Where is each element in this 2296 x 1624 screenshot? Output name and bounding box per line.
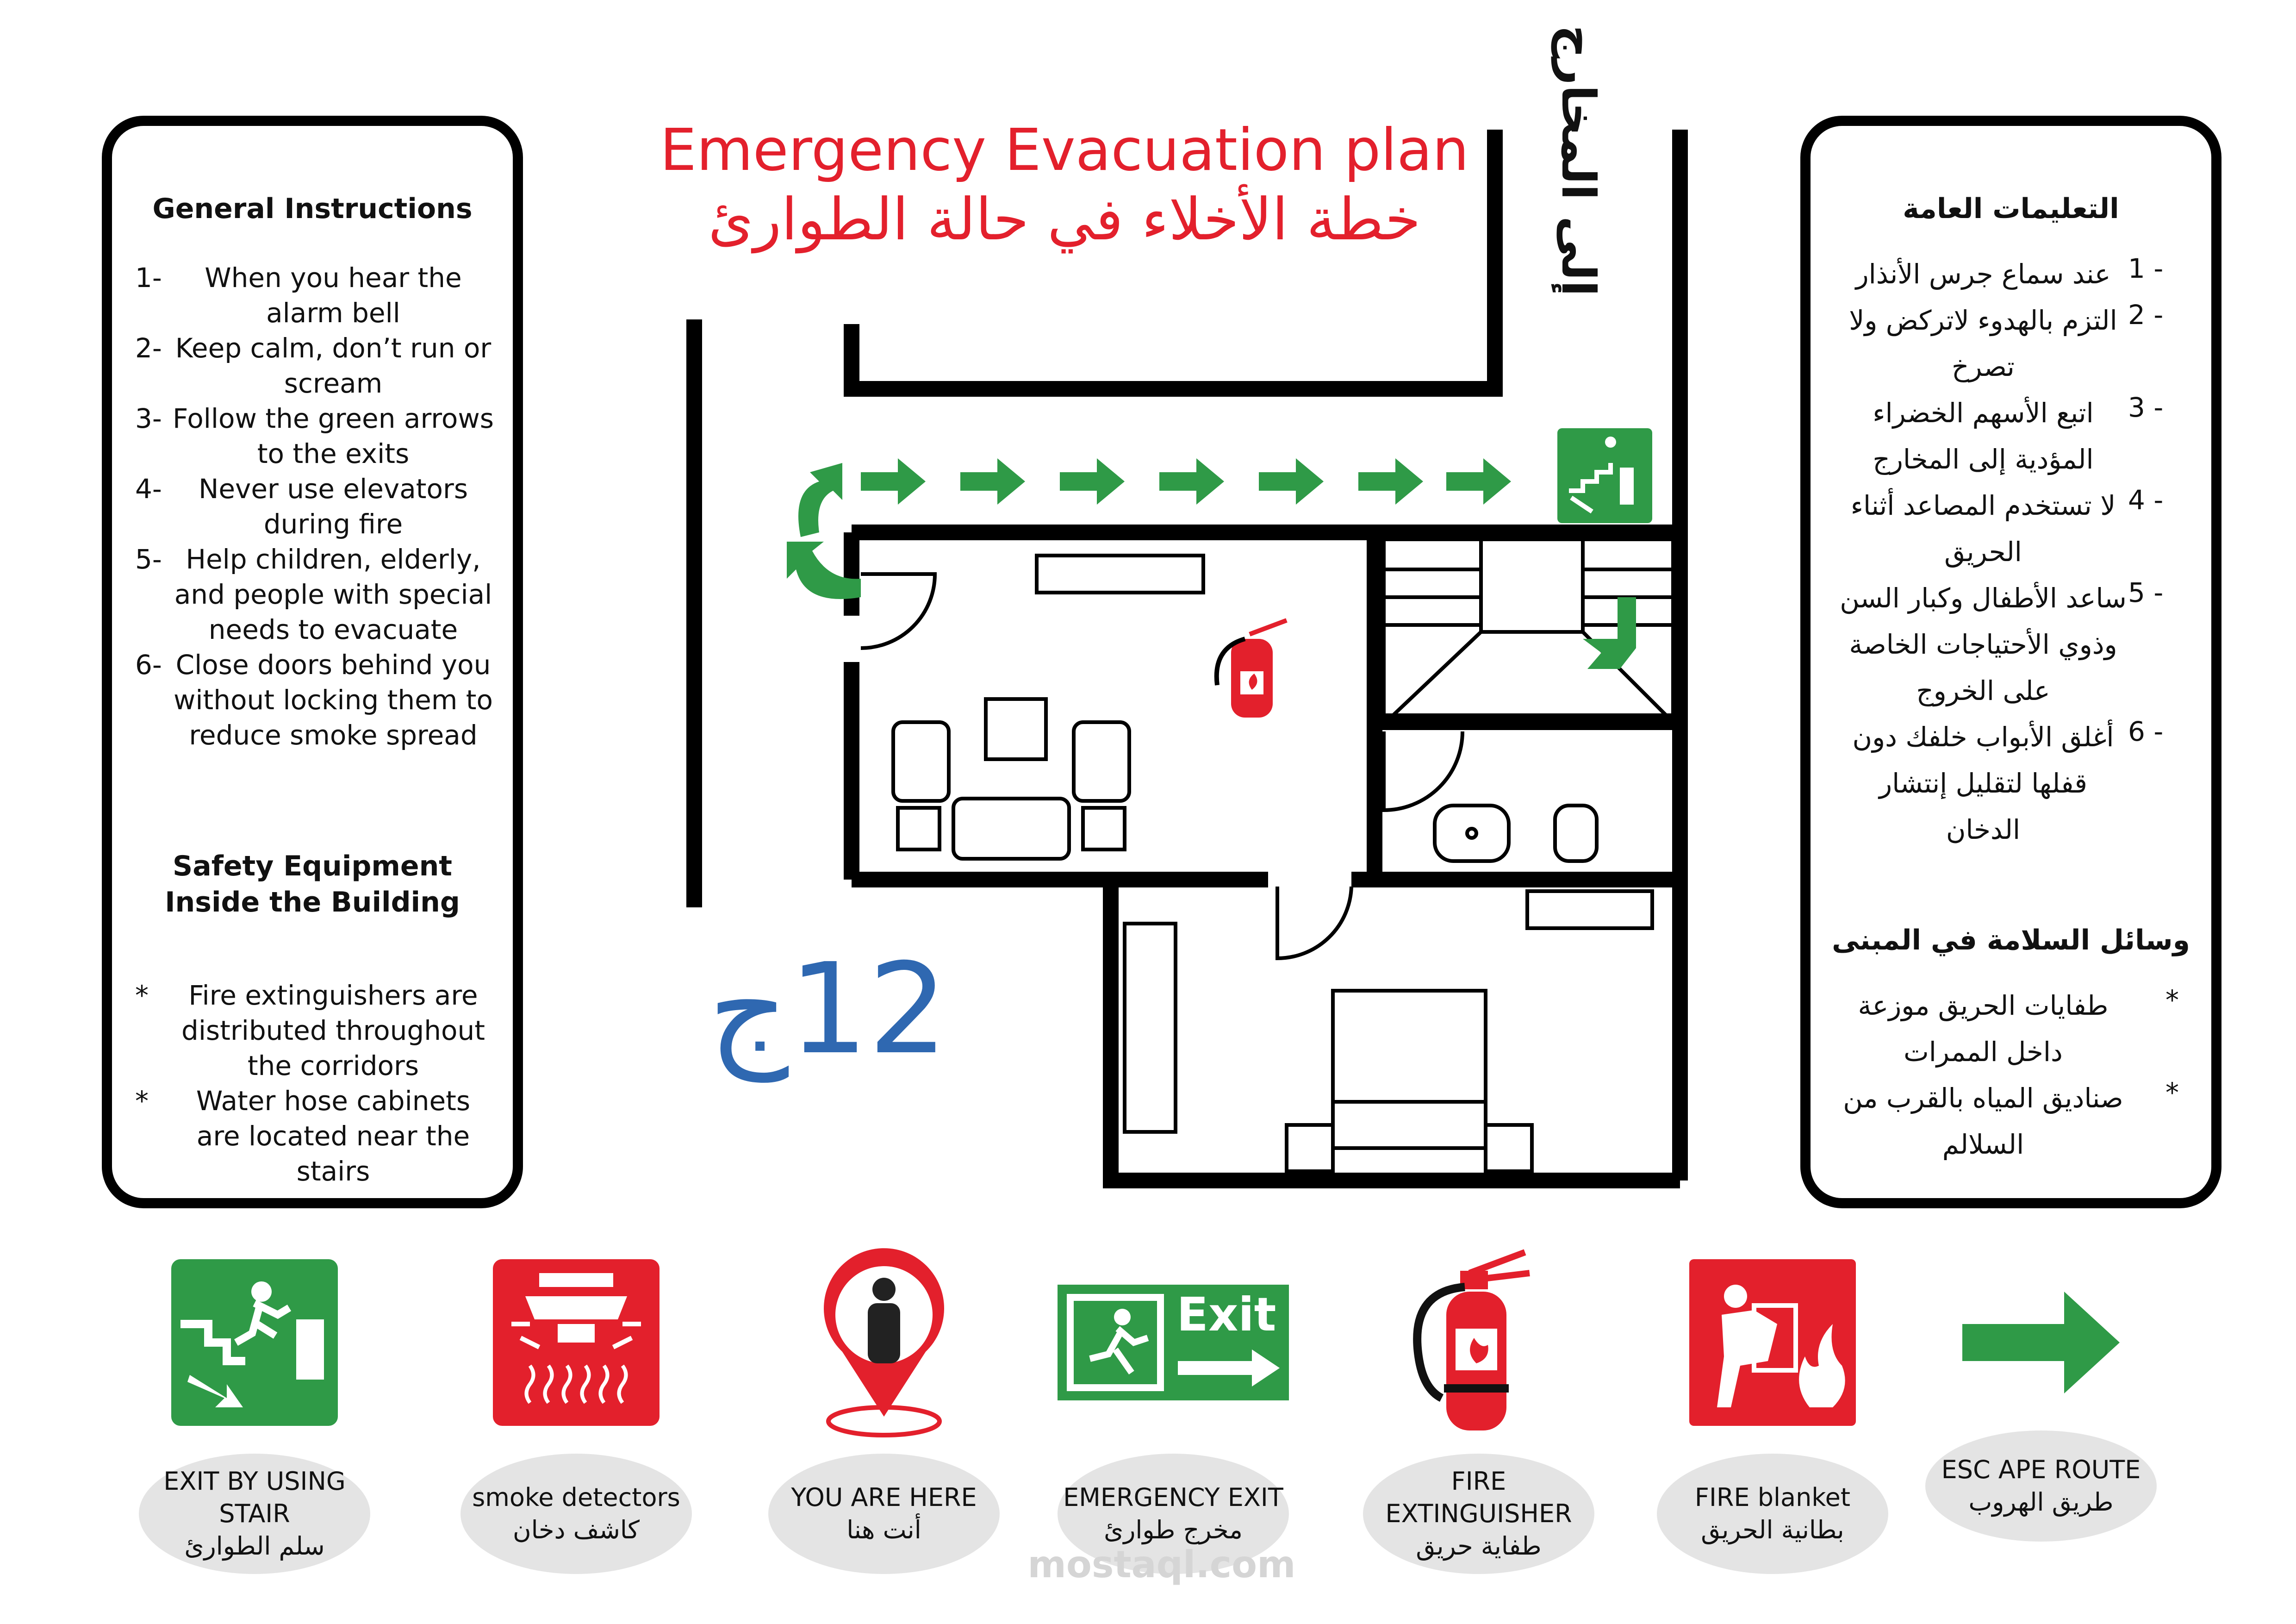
watermark: mostaql.com xyxy=(1027,1543,1296,1586)
instructions-heading-ar: التعليمات العامة xyxy=(1903,193,2119,225)
legend-caption: YOU ARE HERE أنت هنا xyxy=(768,1454,1000,1574)
list-item: 3 - اتبع الأسهم الخضراء المؤدية إلى المخارج xyxy=(1873,392,2164,475)
room-number-label: 12ج xyxy=(708,936,948,1082)
route-arrow xyxy=(1060,458,1125,505)
smoke-detector-icon xyxy=(456,1241,697,1444)
escape-route-arrow-icon xyxy=(1921,1241,2161,1444)
list-item: 3- Follow the green arrows to the exits xyxy=(135,403,494,469)
list-item: * طفايات الحريق موزعة داخل الممرات xyxy=(1858,984,2179,1068)
legend-caption: ESC APE ROUTE طريق الهروب xyxy=(1925,1430,2157,1542)
list-item: 1- When you hear the alarm bell xyxy=(135,262,462,329)
exit-sign-text: Exit xyxy=(1176,1287,1276,1342)
evacuation-arrows xyxy=(787,463,861,599)
legend-fire-blanket xyxy=(1652,1241,1893,1593)
legend-caption: FIRE blanket بطانية الحريق xyxy=(1657,1454,1888,1574)
stair-exit-icon xyxy=(134,1241,375,1444)
emergency-exit-icon xyxy=(1053,1241,1294,1444)
list-item: 2 - التزم بالهدوء لاتركض ولا تصرخ xyxy=(1849,299,2164,382)
list-item: * صناديق المياه بالقرب من السلالم xyxy=(1843,1077,2179,1160)
list-item: 4 - لا تستخدم المصاعد أثناء الحريق xyxy=(1850,484,2164,568)
list-item: 2- Keep calm, don’t run or scream xyxy=(135,332,492,399)
route-arrow xyxy=(861,458,926,505)
list-item: 4- Never use elevators during fire xyxy=(135,473,468,540)
route-arrow xyxy=(1159,458,1224,505)
floor-plan-furniture xyxy=(861,539,1673,1171)
to-exits-label: إلى المخارج xyxy=(1551,25,1605,296)
plan-stair-exit-sign xyxy=(1557,428,1652,523)
legend-caption: EMERGENCY EXIT مخرج طوارئ xyxy=(1058,1454,1289,1574)
plan-extinguisher xyxy=(1217,620,1287,718)
fire-extinguisher-icon xyxy=(1358,1241,1599,1444)
legend-emergency-exit xyxy=(1053,1241,1294,1593)
title-english: Emergency Evacuation plan xyxy=(660,117,1469,184)
route-arrow xyxy=(1259,458,1324,505)
instructions-heading: General Instructions xyxy=(152,193,473,225)
legend-escape-route xyxy=(1921,1241,2161,1593)
list-item: * Water hose cabinets are located near the stairs xyxy=(135,1085,471,1187)
legend-smoke-detector xyxy=(456,1241,697,1593)
safety-heading-ar: وسائل السلامة في المبنى xyxy=(1832,924,2190,956)
route-arrows xyxy=(861,458,1636,669)
legend-caption: smoke detectors كاشف دخان xyxy=(460,1454,692,1574)
you-are-here-icon xyxy=(764,1241,1004,1444)
list-item: 5- Help children, elderly, and people with special needs to evacuate xyxy=(135,543,492,645)
list-item: 1 - عند سماع جرس الأنذار xyxy=(1855,253,2164,290)
list-item: 6- Close doors behind you without locking them to reduce smoke spread xyxy=(135,649,493,751)
legend-stair-exit xyxy=(134,1241,375,1593)
fire-blanket-icon xyxy=(1652,1241,1893,1444)
list-item: 6 - أغلق الأبواب خلفك دون قفلها لتقليل إنتشار الدخان xyxy=(1852,716,2164,845)
route-arrow xyxy=(1583,597,1636,669)
list-item: * Fire extinguishers are distributed throughout the corridors xyxy=(135,980,485,1081)
legend-caption: EXIT BY USING STAIR سلم الطوارئ xyxy=(139,1454,370,1574)
legend-you-are-here xyxy=(764,1241,1004,1593)
list-item: 5 - ساعد الأطفال وكبار السن وذوي الأحتياجات الخاصة على الخروج xyxy=(1840,577,2164,706)
title-arabic: خطة الأخلاء في حالة الطوارئ xyxy=(708,186,1421,253)
exit-sign xyxy=(1058,1285,1289,1400)
route-arrow xyxy=(1446,458,1511,505)
route-arrow xyxy=(1358,458,1423,505)
safety-heading: Safety Equipment Inside the Building xyxy=(165,850,460,918)
legend-fire-extinguisher xyxy=(1358,1241,1599,1593)
route-arrow xyxy=(960,458,1025,505)
legend-caption: FIRE EXTINGUISHER طفاية حريق xyxy=(1363,1454,1594,1574)
